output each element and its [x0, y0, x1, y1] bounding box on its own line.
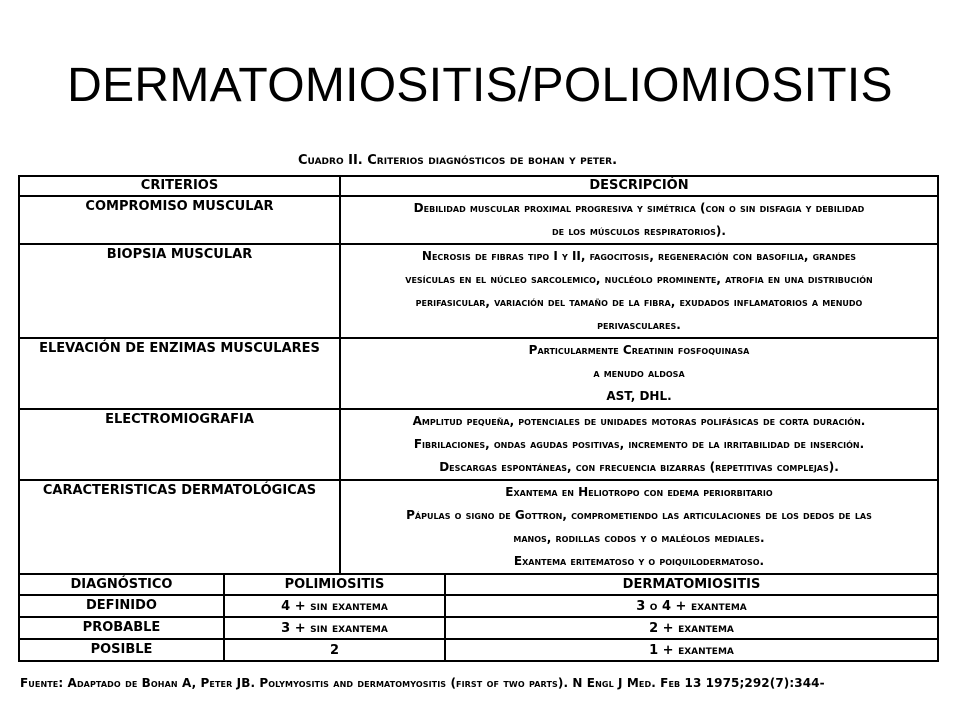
header-polimiositis: POLIMIOSITIS	[225, 575, 445, 594]
description-line: manos, rodillas codos y o maléolos mediales.	[513, 531, 765, 545]
criteria-cell: CARACTERISTICAS DERMATOLÓGICAS	[19, 480, 340, 574]
description-line: Necrosis de fibras tipo I y II, fagocitosis, regeneración con basofilia, grandes	[421, 249, 857, 263]
table-row	[19, 196, 938, 244]
description-cell	[340, 480, 938, 574]
diagnosis-split-cell	[224, 595, 938, 617]
description-cell	[340, 409, 938, 480]
criteria-table	[18, 175, 939, 662]
table-row	[19, 338, 938, 409]
source-footnote: Fuente: Adaptado de Bohan A, Peter JB. Polymyositis and dermatomyositis (first of two parts). N Engl J Med. Feb 13 1975;292(7):344-	[20, 676, 825, 690]
diagnosis-row	[19, 617, 938, 639]
table-header-row	[19, 176, 938, 196]
criteria-cell: ELEVACIÓN DE ENZIMAS MUSCULARES	[19, 338, 340, 409]
description-line: Particularmente Creatinin fosfoquinasa	[528, 343, 750, 357]
diagnosis-label: PROBABLE	[19, 617, 224, 639]
description-cell	[340, 244, 938, 338]
polimiositis-value: 2	[225, 640, 445, 660]
description-line: Exantema eritematoso y o poiquilodermatoso.	[513, 554, 765, 568]
diagnosis-label: DEFINIDO	[19, 595, 224, 617]
slide-title: DERMATOMIOSITIS/POLIOMIOSITIS	[67, 59, 893, 112]
table-row	[19, 244, 938, 338]
description-line: AST, DHL.	[606, 389, 672, 403]
description-line: Pápulas o signo de Gottron, comprometiendo las articulaciones de los dedos de las	[406, 508, 872, 522]
criteria-cell: BIOPSIA MUSCULAR	[19, 244, 340, 338]
diagnosis-split-cell	[224, 639, 938, 661]
dermatomiositis-value: 1 + exantema	[649, 643, 734, 658]
criteria-cell: ELECTROMIOGRAFIA	[19, 409, 340, 480]
table-row	[19, 480, 938, 574]
diagnosis-header-inner	[225, 575, 937, 594]
dermatomiositis-value: 2 + exantema	[649, 621, 734, 636]
description-line: Fibrilaciones, ondas agudas positivas, incremento de la irritabilidad de inserción.	[413, 437, 865, 451]
description-line: Exantema en Heliotropo con edema periorbitario	[505, 485, 773, 499]
description-line: perivasculares.	[597, 318, 681, 332]
description-line: de los músculos respiratorios).	[552, 224, 726, 238]
diagnosis-row	[19, 595, 938, 617]
polimiositis-value: 3 + sin exantema	[225, 618, 445, 638]
header-criterios: CRITERIOS	[19, 176, 340, 196]
polimiositis-value: 4 + sin exantema	[225, 596, 445, 616]
description-line: perifasicular, variación del tamaño de la fibra, exudados inflamatorios a menudo	[415, 295, 863, 309]
description-line: vesículas en el núcleo sarcolemico, nucléolo prominente, atrofia en una distribución	[405, 272, 873, 286]
diagnosis-split-cell	[224, 574, 938, 595]
dermatomiositis-value: 3 o 4 + exantema	[636, 599, 747, 614]
description-line: Amplitud pequeña, potenciales de unidades motoras polifásicas de corta duración.	[412, 414, 866, 428]
diagnosis-inner	[225, 640, 937, 660]
header-descripcion: DESCRIPCIÓN	[340, 176, 938, 196]
diagnosis-inner	[225, 596, 937, 616]
description-line: Debilidad muscular proximal progresiva y simétrica (con o sin disfagia y debilidad	[413, 201, 865, 215]
diagnosis-split-cell	[224, 617, 938, 639]
header-diagnostico: DIAGNÓSTICO	[19, 574, 224, 595]
description-cell	[340, 196, 938, 244]
diagnosis-row	[19, 639, 938, 661]
description-line: Descargas espontáneas, con frecuencia bizarras (repetitivas complejas).	[439, 460, 839, 474]
diagnosis-label: POSIBLE	[19, 639, 224, 661]
description-cell	[340, 338, 938, 409]
diagnosis-header-row	[19, 574, 938, 595]
header-dermatomiositis: DERMATOMIOSITIS	[622, 577, 761, 592]
diagnosis-inner	[225, 618, 937, 638]
criteria-cell: COMPROMISO MUSCULAR	[19, 196, 340, 244]
table-caption: Cuadro II. Criterios diagnósticos de bohan y peter.	[298, 153, 618, 168]
description-line: a menudo aldosa	[593, 366, 685, 380]
table-row	[19, 409, 938, 480]
